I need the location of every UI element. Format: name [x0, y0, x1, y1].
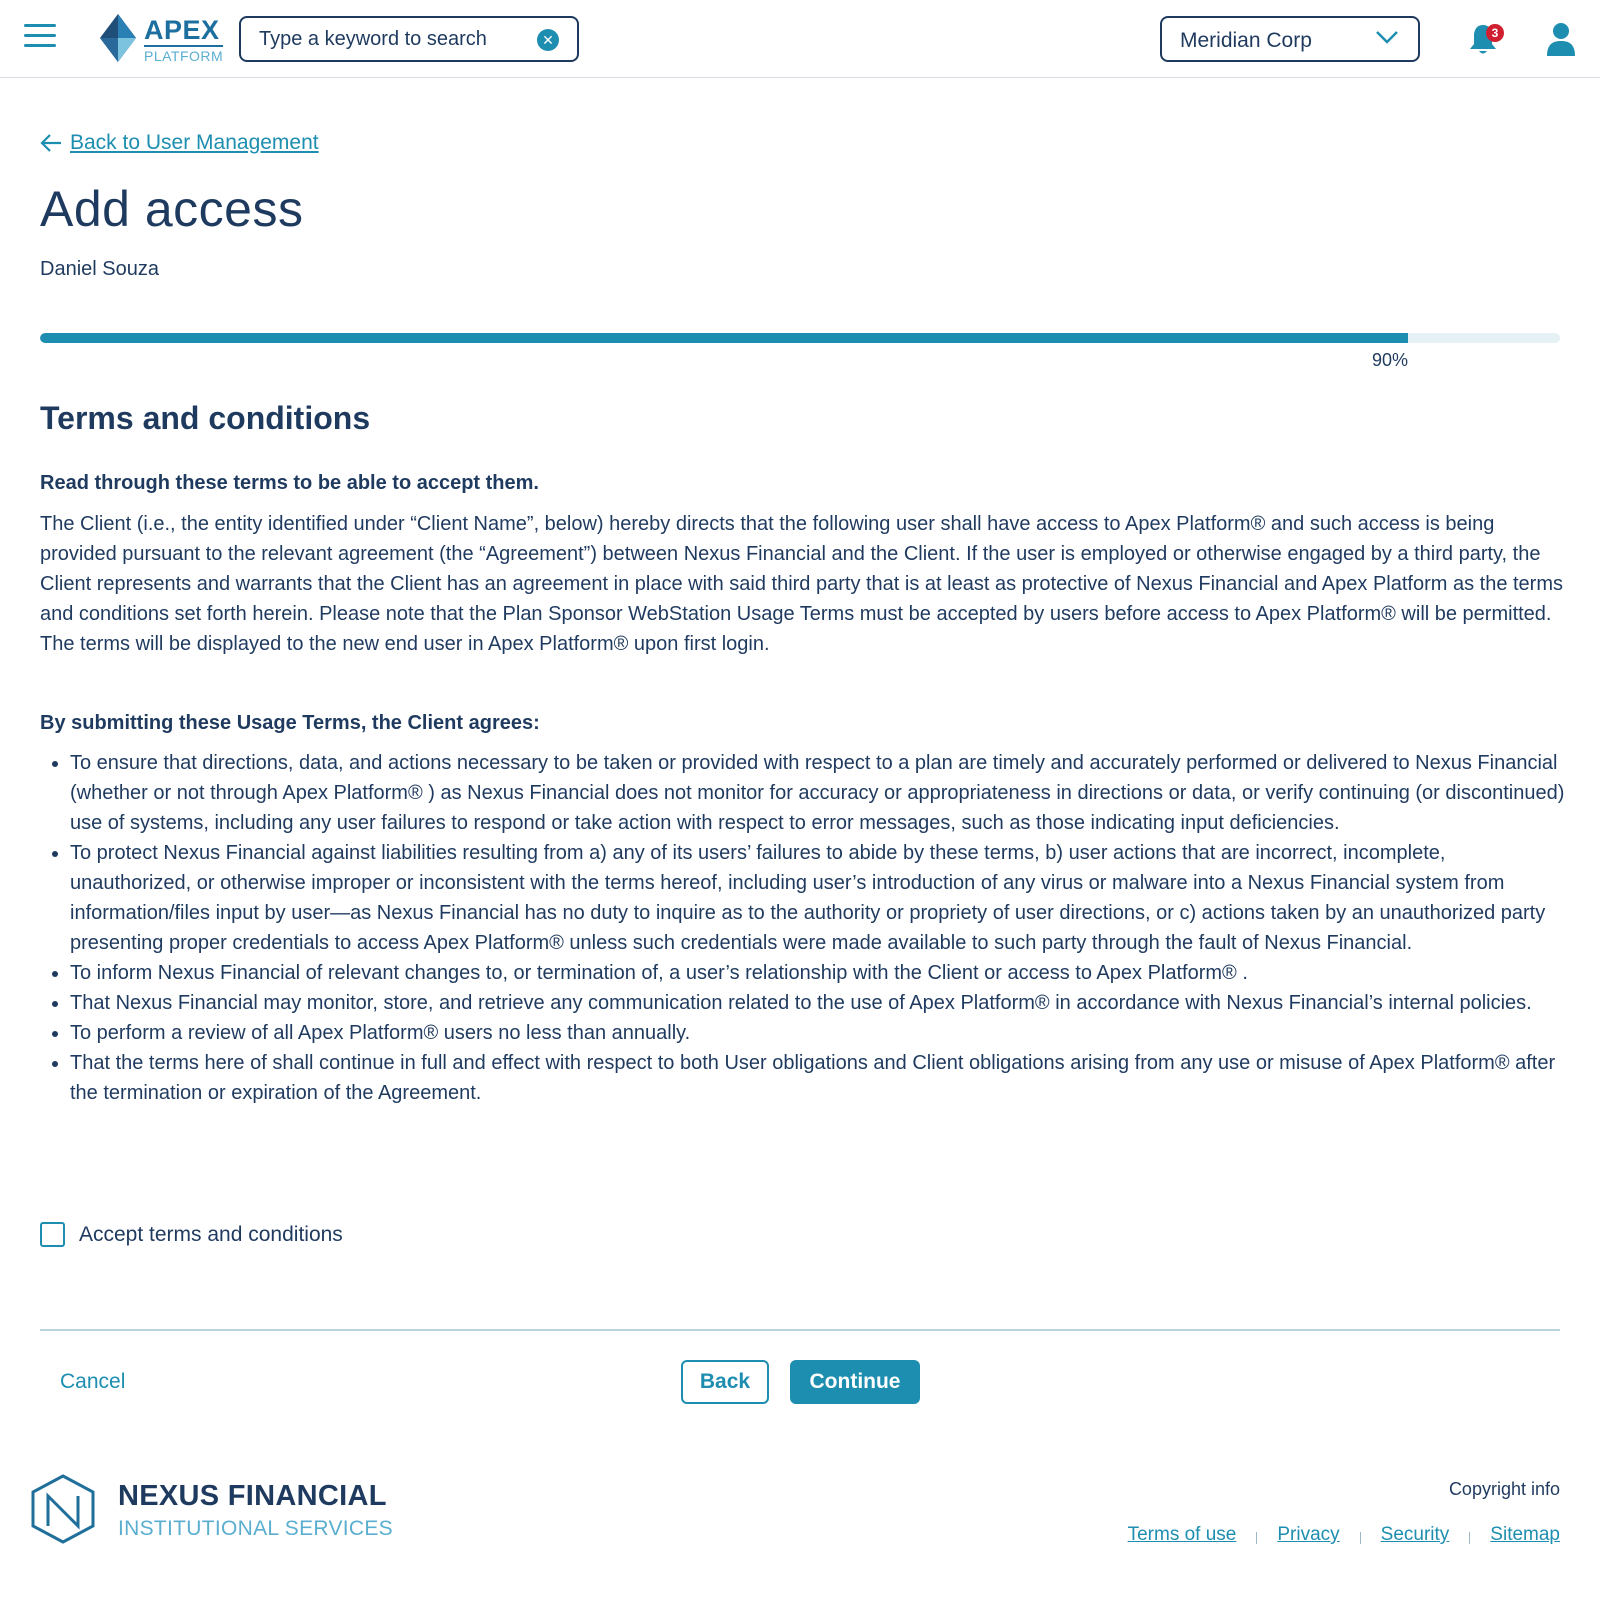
notification-count-badge: 3 — [1486, 24, 1504, 42]
list-item: That Nexus Financial may monitor, store, and retrieve any communication related to the use of Apex Platform® in accordance with Nexus Financial’s internal policies. — [40, 988, 1570, 1018]
nexus-hexagon-logo-icon — [30, 1474, 96, 1544]
logo-name: APEX — [144, 16, 223, 47]
accept-terms-label: Accept terms and conditions — [79, 1222, 343, 1246]
list-item: That the terms here of shall continue in full and effect with respect to both User obligations and Client obligations arising from any use or misuse of Apex Platform® after the termination or expiration of the Agreement. — [40, 1048, 1570, 1108]
list-item: To ensure that directions, data, and actions necessary to be taken or provided with respect to a plan are timely and accurately performed or delivered to Nexus Financial (whether or not through Apex Platform® ) as Nexus Financial does not monitor for accuracy or appropriateness in directions or data, or verify continuing (or discontinued) use of systems, including any user failures to respond or take action with respect to error messages, such as those indicating input deficiencies. — [40, 748, 1570, 838]
search-box — [239, 16, 579, 62]
intro-body: The Client (i.e., the entity identified under “Client Name”, below) hereby directs that the following user shall have access to Apex Platform® and such access is being provided pursuant to the relevant agreement (the “Agreement”) between Nexus Financial and the Client. If the user is employed or otherwise engaged by a third party, the Client represents and warrants that the Client has an agreement in place with said third party that is at least as protective of Nexus Financial and Apex Platform as the terms and conditions set forth herein. Please note that the Plan Sponsor WebStation Usage Terms must be accepted by users before access to Apex Platform® will be permitted. The terms will be displayed to the new end user in Apex Platform® upon first login. — [40, 513, 1563, 655]
back-button[interactable]: Back — [681, 1360, 769, 1404]
terms-list — [40, 748, 1570, 1108]
cancel-button[interactable]: Cancel — [60, 1370, 126, 1393]
section-title: Terms and conditions — [40, 400, 371, 436]
back-to-user-management-link[interactable] — [40, 130, 319, 156]
footer-link-security[interactable]: Security — [1380, 1524, 1450, 1545]
footer-company-name: NEXUS FINANCIAL — [118, 1480, 387, 1512]
list-item: To inform Nexus Financial of relevant changes to, or termination of, a user’s relationship with the Client or access to Apex Platform® . — [40, 958, 1570, 988]
footer-link-privacy[interactable]: Privacy — [1277, 1524, 1340, 1545]
page-title: Add access — [40, 181, 304, 237]
divider — [40, 1329, 1560, 1331]
agree-heading: By submitting these Usage Terms, the Client agrees: — [40, 712, 540, 734]
top-header — [0, 0, 1600, 78]
intro-heading: Read through these terms to be able to accept them. — [40, 472, 539, 494]
footer-separator — [1360, 1532, 1361, 1544]
footer-company-sub: INSTITUTIONAL SERVICES — [118, 1517, 393, 1540]
notifications-button[interactable] — [1468, 22, 1504, 58]
user-name: Daniel Souza — [40, 258, 159, 280]
chevron-down-icon — [1376, 30, 1398, 44]
footer-links — [1100, 1524, 1560, 1546]
list-item: To perform a review of all Apex Platform® users no less than annually. — [40, 1018, 1570, 1048]
footer-link-sitemap[interactable]: Sitemap — [1490, 1524, 1560, 1545]
progress-bar — [40, 333, 1560, 343]
back-link-label: Back to User Management — [70, 131, 319, 154]
progress-percent: 90% — [1371, 350, 1408, 370]
progress-bar-fill — [40, 333, 1408, 343]
footer-separator — [1256, 1532, 1257, 1544]
menu-icon[interactable] — [24, 24, 56, 50]
organization-select-value: Meridian Corp — [1180, 29, 1312, 52]
list-item: To protect Nexus Financial against liabilities resulting from a) any of its users’ failures to abide by these terms, b) user actions that are incorrect, incomplete, unauthorized, or otherwise improper or inconsistent with the terms hereof, including user’s introduction of any virus or malware into a Nexus Financial system from information/files input by user—as Nexus Financial has no duty to inquire as to the authority or propriety of user directions, or c) actions taken by an unauthorized party presenting proper credentials to access Apex Platform® unless such credentials were made available to such party through the fault of Nexus Financial. — [40, 838, 1570, 958]
accept-terms-control[interactable] — [40, 1222, 343, 1247]
diamond-logo-icon — [98, 14, 138, 62]
search-input[interactable] — [259, 26, 529, 52]
user-profile-icon[interactable] — [1546, 22, 1576, 56]
organization-select[interactable] — [1160, 16, 1420, 62]
clear-search-icon[interactable]: ✕ — [537, 29, 559, 51]
logo-sub: PLATFORM — [144, 48, 224, 64]
accept-terms-checkbox[interactable] — [40, 1222, 65, 1247]
footer-link-terms[interactable]: Terms of use — [1127, 1524, 1237, 1545]
apex-platform-logo[interactable] — [98, 14, 223, 64]
footer-separator — [1469, 1532, 1470, 1544]
copyright-text: Copyright info — [1448, 1479, 1560, 1499]
continue-button[interactable]: Continue — [790, 1360, 920, 1404]
arrow-left-icon — [40, 133, 62, 153]
